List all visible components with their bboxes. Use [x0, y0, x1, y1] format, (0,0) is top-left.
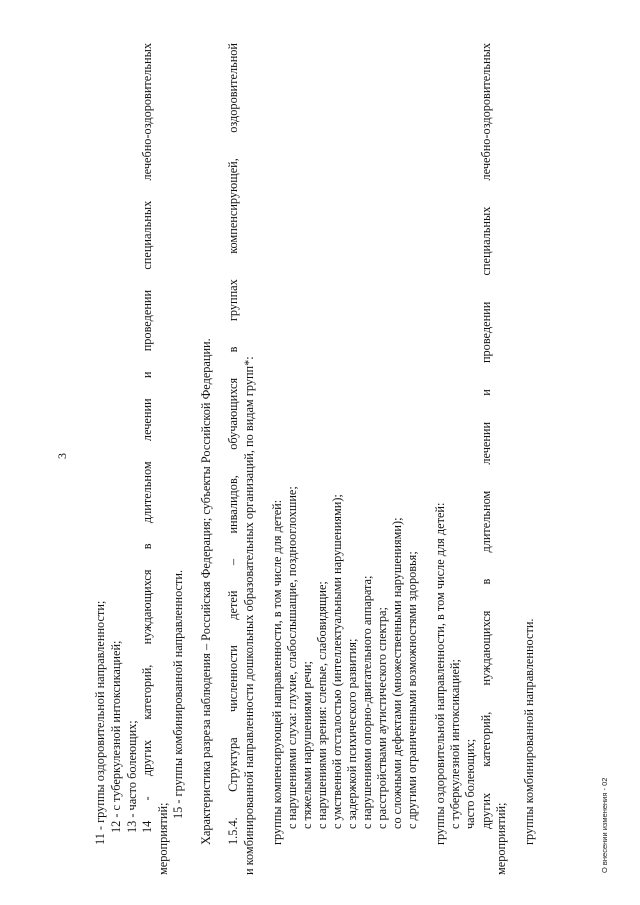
text-line: с другими ограниченными возможностями здоровья; [405, 551, 419, 829]
text-line: мероприятий; [494, 802, 508, 875]
text-line: с расстройствами аутистического спектра; [375, 607, 389, 829]
text-line: с задержкой психического развития; [345, 638, 359, 829]
text-line: других категорий, нуждающихся в длительном лечении и проведении специальных лечебно-оздоровительных [479, 43, 493, 829]
text-line: группы оздоровительной направленности, в том числе для детей: [433, 502, 447, 845]
text-line: с нарушениями слуха: глухие, слабослышащие, позднооглохшие; [285, 486, 299, 829]
text-line: с умственной отсталостью (интеллектуальными нарушениями); [330, 494, 344, 829]
text-line: группы компенсирующей направленности, в том числе для детей: [270, 499, 284, 845]
text-line: с туберкулезной интоксикацией; [448, 659, 462, 829]
text-line: Характеристика разреза наблюдения – Российская Федерация; субъекты Российской Федерации. [199, 338, 213, 845]
text-line: и комбинированной направленности дошкольных образовательных организаций, по видам групп*: [242, 356, 256, 875]
footer-note: О внесении изменения - 02 [600, 777, 609, 873]
text-line: часто болеющих; [463, 738, 477, 829]
text-line: с тяжелыми нарушениями речи; [300, 661, 314, 829]
text-line: 14 - других категорий, нуждающихся в длительном лечении и проведении специальных лечебно-оздоровительных [140, 43, 154, 833]
page-number: 3 [55, 453, 69, 459]
text-line: с нарушениями опорно-двигательного аппарата; [360, 575, 374, 829]
text-line: 11 - группы оздоровительной направленности; [93, 600, 107, 845]
text-line: 15 - группы комбинированной направленности. [171, 569, 185, 819]
text-line: со сложными дефектами (множественными нарушениями); [390, 517, 404, 829]
text-line: с нарушениями зрения: слепые, слабовидящие; [315, 581, 329, 829]
text-line: 13 - часто болеющих; [125, 720, 139, 833]
text-line: 1.5.4. Структура численности детей – инвалидов, обучающихся в группах компенсирующей, оздоровительной [226, 43, 240, 845]
text-line: мероприятий; [156, 802, 170, 875]
text-line: 12 - с туберкулезной интоксикацией; [109, 640, 123, 833]
text-line: группы комбинированной направленности. [522, 618, 536, 845]
